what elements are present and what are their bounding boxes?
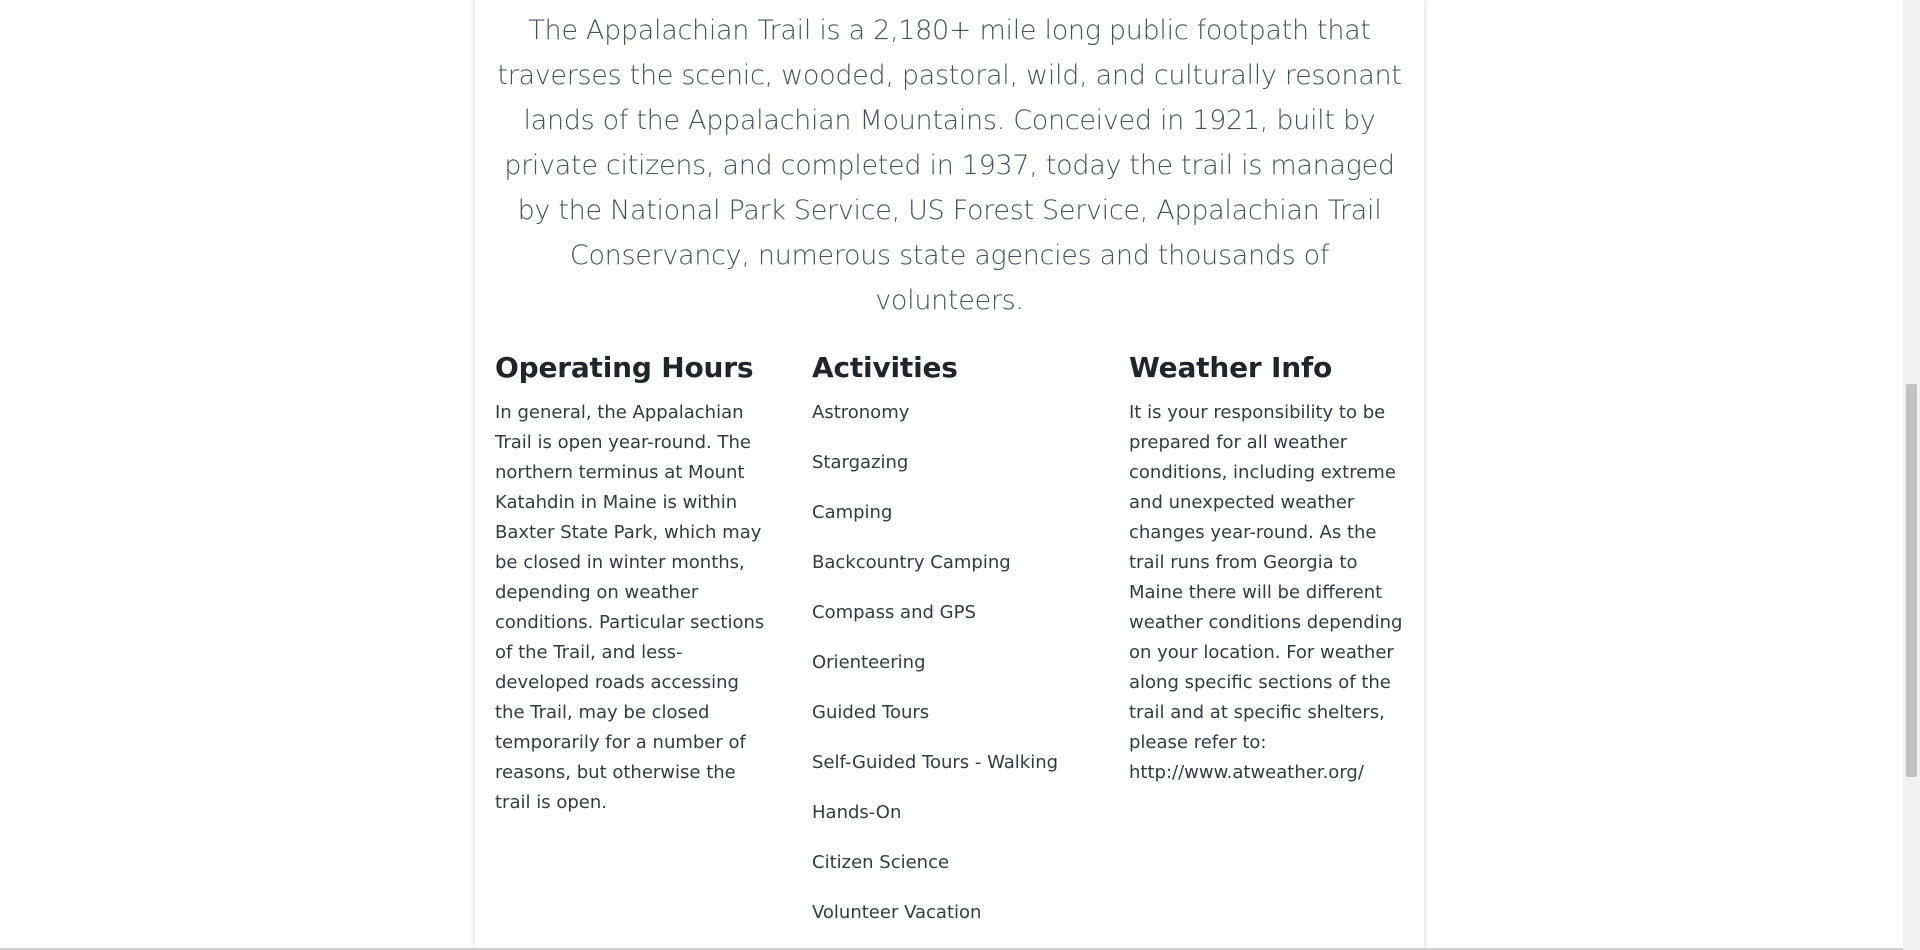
- activity-item: Stargazing: [812, 452, 909, 473]
- activity-item: Hands-On: [812, 802, 902, 823]
- activity-item: Camping: [812, 502, 893, 523]
- operating-hours-text: In general, the Appalachian Trail is open year-round. The northern terminus at Mount Katahdin in Maine is within Baxter State Park, which may be closed in winter months, depending on weather conditions. Particular sections of the Trail, and less-developed roads accessing the Trail, may be closed temporarily for a number of reasons, but otherwise the trail is open.: [495, 402, 765, 813]
- scrollbar-thumb[interactable]: [1906, 384, 1917, 777]
- activities-list: [812, 398, 1087, 948]
- weather-heading: Weather Info: [1129, 351, 1333, 384]
- activity-item: Citizen Science: [812, 852, 950, 873]
- park-detail-card: [475, 0, 1424, 950]
- park-description: The Appalachian Trail is a 2,180+ mile long public footpath that traverses the scenic, wooded, pastoral, wild, and culturally resonant lands of the Appalachian Mountains. Conceived in 1921, built by private citizens, and completed in 1937, today the trail is managed by the National Park Service, US Forest Service, Appalachian Trail Conservancy, numerous state agencies and thousands of volunteers.: [497, 15, 1402, 316]
- activities-section: [812, 348, 1087, 948]
- activity-item: Compass and GPS: [812, 602, 976, 623]
- activity-item: Backcountry Camping: [812, 552, 1011, 573]
- vertical-scrollbar[interactable]: [1903, 0, 1920, 950]
- activity-item: Orienteering: [812, 652, 926, 673]
- activity-item: Volunteer Vacation: [812, 902, 982, 923]
- operating-hours-section: [495, 348, 770, 948]
- activities-heading: Activities: [812, 351, 958, 384]
- activity-item: Guided Tours: [812, 702, 930, 723]
- weather-text: It is your responsibility to be prepared for all weather conditions, including extreme and unexpected weather changes year-round. As the trail runs from Georgia to Maine there will be different weather conditions depending on your location. For weather along specific sections of the trail and at specific shelters, please refer to: http://www.atweather.org/: [1129, 402, 1403, 783]
- operating-hours-heading: Operating Hours: [495, 351, 754, 384]
- weather-section: [1129, 348, 1404, 948]
- activity-item: Self-Guided Tours - Walking: [812, 752, 1059, 773]
- activity-item: Astronomy: [812, 402, 910, 423]
- info-columns: [495, 348, 1404, 948]
